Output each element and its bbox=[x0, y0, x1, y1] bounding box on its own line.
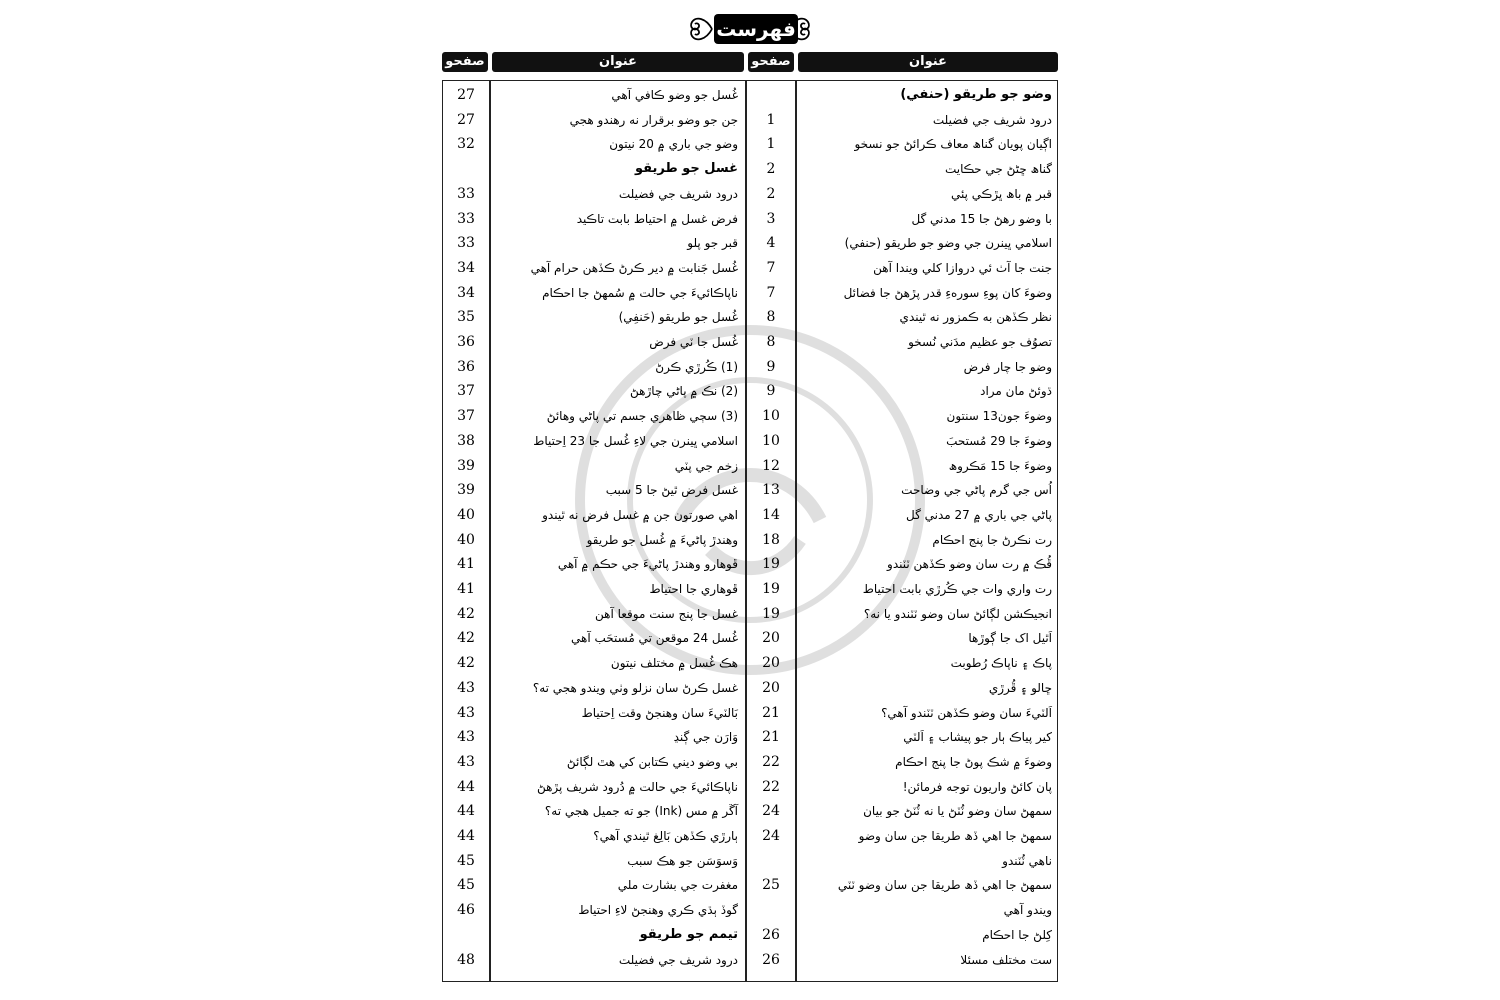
right_column-item-page: 26 bbox=[762, 926, 780, 943]
left_column-item-title: جن جو وضو برقرار نه رهندو هجي bbox=[569, 112, 738, 127]
right_column-item-title: ست مختلف مسئلا bbox=[960, 952, 1052, 967]
right_column-item-page: 12 bbox=[762, 457, 780, 474]
left_column-item-title: تيمم جو طريقو bbox=[639, 926, 738, 942]
right_column-item-page: 1 bbox=[766, 111, 776, 128]
right_column-item-title: سمهڻ سان وضو ٽُٽڻ يا نه ٽُٽڻ جو بيان bbox=[863, 804, 1052, 819]
right_column-item-title: سمهڻ جا اهي ڏھ طريقا جن سان وضو bbox=[858, 829, 1052, 843]
left_column-item-page: 46 bbox=[457, 902, 475, 919]
left_column-item-title: ڦوهاري جا احتياط bbox=[649, 582, 738, 596]
right_column-item-title: وضوءَ جا 15 مَڪروھ bbox=[948, 458, 1052, 473]
left_column-item-page: 34 bbox=[457, 259, 475, 276]
right_column-item-title: ڦُڪ ۾ رت سان وضو ڪڏهن ٽٽندو bbox=[887, 557, 1052, 572]
right_column-item-page: 1 bbox=[766, 136, 776, 153]
left_column-item-page: 41 bbox=[457, 581, 475, 597]
right_column-item-page: 21 bbox=[762, 704, 780, 721]
left_column-item-title: زخم جي پٽي bbox=[674, 458, 738, 473]
left_column-item-page: 36 bbox=[457, 334, 475, 350]
left_column-item-title: غسل جا پنج سنت موقعا آهن bbox=[595, 606, 738, 621]
left_column-item-page: 33 bbox=[457, 235, 475, 252]
left_column-item-page: 27 bbox=[457, 111, 475, 128]
left_column-item-page: 43 bbox=[457, 704, 475, 721]
left_column-item-page: 40 bbox=[457, 506, 475, 523]
left_column-item-page: 43 bbox=[457, 753, 475, 770]
right_column-item-page: 26 bbox=[762, 951, 780, 968]
left_column-item-page: 39 bbox=[457, 457, 475, 474]
right_column-item-title: با وضو رهڻ جا 15 مدني گل bbox=[911, 211, 1052, 226]
right-title-header: عنوان bbox=[798, 52, 1058, 72]
left_column-item-title: غُسل جَنابت ۾ دير ڪرڻ ڪڏهن حرام آهي bbox=[530, 260, 738, 275]
right_column-item-page: 24 bbox=[762, 803, 780, 820]
left_column-item-title: غُسل جا ٽي فرض bbox=[649, 335, 738, 349]
left_column-item-title: غسل ڪرڻ سان نزلو وٺي ويندو هجي ته؟ bbox=[532, 680, 738, 695]
left_column-item-title: غُسل جو طريقو (حَنفِي) bbox=[618, 310, 738, 325]
left-page-header: صفحو bbox=[442, 52, 488, 72]
right_column-item-page: 25 bbox=[762, 877, 780, 894]
left_column-item-title: ڦوهارو وهندڙ پاڻيءَ جي حڪم ۾ آهي bbox=[557, 557, 738, 572]
left_column-item-page: 36 bbox=[457, 358, 475, 375]
right_column-item-page: 3 bbox=[766, 210, 776, 227]
right_column-item-title: سمهڻ جا اهي ڏھ طريقا جن سان وضو ٽٽي bbox=[837, 878, 1052, 893]
right_column-item-page: 2 bbox=[766, 161, 776, 178]
right_column-item-page: 14 bbox=[762, 506, 780, 523]
right_column-item-title: وضو جو طريقو (حنفي) bbox=[900, 87, 1052, 102]
right_column-item-title: ويندو آهي bbox=[1003, 903, 1052, 918]
left_column-item-title: وَارَن جي ڳنڍ bbox=[673, 730, 738, 745]
left_column-item-title: بي وضو ديني ڪتابن کي هٿ لڳائڻ bbox=[566, 754, 738, 769]
right_column-item-title: وضوءَ جا 29 مُستحبَ bbox=[946, 433, 1052, 448]
left_column-item-title: (1) ڪُرڙي ڪرڻ bbox=[655, 359, 738, 374]
right_column-item-page: 7 bbox=[766, 259, 776, 276]
right_column-item-title: نظر ڪڏهن به ڪمزور نه ٿيندي bbox=[899, 310, 1052, 325]
right_column-item-title: کِلڻ جا احڪام bbox=[982, 927, 1052, 942]
left_column-item-page: 48 bbox=[457, 951, 475, 968]
left_column-item-title: ناپاڪائيءَ جي حالت ۾ دُرود شريف پڙهڻ bbox=[536, 779, 738, 794]
right_column-item-title: پان کائڻ واريون توجه فرمائن! bbox=[902, 779, 1052, 794]
right_column-item-title: گناھ ڇڻڻ جي حڪايت bbox=[944, 162, 1052, 177]
left_column-item-title: (2) نڪ ۾ پاڻي چاڙهڻ bbox=[630, 384, 738, 399]
right_column-item-title: کير پياڪ ٻار جو پيشاب ۽ اَلٽي bbox=[903, 730, 1052, 745]
left_column-item-page: 27 bbox=[457, 87, 475, 103]
left_column-item-page: 34 bbox=[457, 284, 475, 301]
left_column-item-title: غُسل جو وضو ڪافي آهي bbox=[611, 88, 738, 102]
right_column-item-page: 7 bbox=[766, 284, 776, 301]
right_column-item-title: رت نڪرڻ جا پنج احڪام bbox=[932, 532, 1052, 547]
right_column-item-title: پاڻي جي باري ۾ 27 مدني گل bbox=[905, 507, 1052, 522]
left_column-item-page: 42 bbox=[457, 655, 475, 672]
left_column-item-page: 33 bbox=[457, 185, 475, 202]
right_column-item-title: وضوءَ ۾ شڪ پوڻ جا پنج احڪام bbox=[895, 754, 1052, 769]
left_column-item-title: بَالٽيءَ سان وهنجڻ وقت اِحتياط bbox=[581, 705, 738, 720]
left-ornament-icon bbox=[688, 12, 714, 46]
right-page-header: صفحو bbox=[748, 52, 794, 72]
right_column-item-page bbox=[746, 84, 796, 106]
left_column-item-page: 45 bbox=[457, 852, 475, 869]
left-title-header: عنوان bbox=[492, 52, 744, 72]
left_column-item-page: 42 bbox=[457, 605, 475, 622]
right_column-item-page: 19 bbox=[762, 605, 780, 622]
left_column-item-title: درود شريف جي فضيلت bbox=[618, 186, 738, 201]
right_column-item-title: درود شريف جي فضيلت bbox=[932, 112, 1052, 127]
right_column-item-page: 20 bbox=[762, 630, 780, 647]
left_column-item-page: 37 bbox=[457, 383, 475, 400]
left_column-item-page: 32 bbox=[457, 136, 475, 153]
right_column-item-page: 9 bbox=[766, 383, 776, 400]
right_column-item-title: رت واري وات جي ڪُرڙي بابت احتياط bbox=[862, 582, 1052, 596]
left_column-item-page: 43 bbox=[457, 679, 475, 696]
right_column-item-title: ڌوئڻ مان مراد bbox=[980, 384, 1052, 399]
contents-table bbox=[440, 48, 1060, 986]
right_column-item-page: 20 bbox=[762, 679, 780, 696]
left_column-item-page: 37 bbox=[457, 408, 475, 425]
left_column-item-title: مغفرت جي بشارت ملي bbox=[617, 878, 738, 893]
right_column-item-page bbox=[746, 850, 796, 872]
left_column-item-page: 38 bbox=[457, 432, 475, 449]
left_column-item-title: گوڏ ٻڌي ڪري وهنجڻ لاءِ احتياط bbox=[578, 903, 738, 918]
right_column-item-page: 18 bbox=[762, 531, 780, 548]
right_column-item-title: قبر ۾ باھ ڀڙڪي پئي bbox=[951, 186, 1052, 201]
left_column-item-title: ناپاڪائيءَ جي حالت ۾ سُمهڻ جا احڪام bbox=[542, 285, 738, 300]
left_column-item-page: 41 bbox=[457, 556, 475, 573]
left_column-item-page: 45 bbox=[457, 877, 475, 894]
right_column-item-title: جنت جا آٺ ئي دروازا کلي ويندا آهن bbox=[873, 260, 1052, 275]
right_column-item-page: 10 bbox=[762, 432, 780, 449]
left_column-item-title: آڱر ۾ مس (Ink) جو ته جميل هجي ته؟ bbox=[544, 804, 738, 819]
left_column-item-title: وَسوَسَن جو هڪ سبب bbox=[627, 853, 738, 868]
right_column-item-title: وضو جا چار فرض bbox=[963, 359, 1052, 374]
right_column-item-page: 8 bbox=[766, 309, 776, 326]
right_column-item-title: اڳيان پويان گناھ معاف ڪرائڻ جو نسخو bbox=[854, 137, 1052, 152]
right_column-item-page: 8 bbox=[766, 334, 776, 350]
right_column-item-title: تصوُف جو عظيم مدَني نُسخو bbox=[908, 335, 1052, 349]
left_column-item-title: غسل فرض ٿيڻ جا 5 سبب bbox=[605, 483, 738, 498]
left_column-item-page: 44 bbox=[457, 778, 475, 795]
right_column-item-title: اُس جي گرم پاڻي جي وضاحت bbox=[901, 483, 1052, 498]
left_column-item-title: (3) سڄي ظاهري جسم تي پاڻي وهائڻ bbox=[546, 409, 738, 424]
right_column-item-page: 20 bbox=[762, 655, 780, 672]
left_column-item-page: 40 bbox=[457, 531, 475, 548]
left_column-item-page: 44 bbox=[457, 828, 475, 844]
left_column-item-page bbox=[442, 158, 490, 180]
left_column-item-page: 43 bbox=[457, 729, 475, 746]
right_column-item-page: 22 bbox=[762, 778, 780, 795]
right_column-item-title: ڇالو ۽ ڦُرڙي bbox=[988, 680, 1052, 695]
left_column-item-title: قبر جو پلو bbox=[687, 236, 738, 251]
left_column-item-page: 42 bbox=[457, 630, 475, 647]
right_column-item-title: پاڪ ۽ ناپاڪ رُطوبت bbox=[950, 656, 1052, 671]
left_column-item-title: اهي صورتون جن ۾ غسل فرض نه ٿيندو bbox=[542, 507, 738, 522]
left_column-item-title: ٻارڙي ڪڏهن بَالِغ ٿيندي آهي؟ bbox=[593, 829, 738, 843]
right_column-item-title: وضوءَ جون13 سنتون bbox=[946, 409, 1052, 424]
right_column-item-page: 21 bbox=[762, 729, 780, 746]
right_column-item-page: 19 bbox=[762, 581, 780, 597]
right_column-item-page: 9 bbox=[766, 358, 776, 375]
right_column-item-title: وضوءَ کان پوءِ سورهءِ قدر پڙهڻ جا فضائل bbox=[843, 285, 1052, 300]
left_column-item-title: هڪ غُسل ۾ مختلف نيتون bbox=[610, 656, 738, 671]
right_column-item-page: 4 bbox=[766, 235, 776, 252]
left_column-item-title: وضو جي باري ۾ 20 نيتون bbox=[609, 137, 738, 152]
right_column-item-page: 10 bbox=[762, 408, 780, 425]
left_column-item-title: فرض غسل ۾ احتياط بابت تاڪيد bbox=[576, 211, 738, 226]
left_column-item-title: درود شريف جي فضيلت bbox=[618, 952, 738, 967]
left_column-item-page: 33 bbox=[457, 210, 475, 227]
left_column-item-page: 35 bbox=[457, 309, 475, 326]
right_column-item-title: اسلامي ڀينرن جي وضو جو طريقو (حنفي) bbox=[844, 236, 1052, 251]
left_column-item-title: وهندڙ پاڻيءَ ۾ غُسل جو طريقو bbox=[586, 532, 738, 547]
right_column-item-page bbox=[746, 899, 796, 921]
left_column-item-title: اسلامي ڀينرن جي لاءِ غُسل جا 23 اِحتياط bbox=[533, 433, 738, 448]
right_column-item-title: انجيڪشن لڳائڻ سان وضو ٽٽندو يا نه؟ bbox=[863, 606, 1052, 621]
left_column-item-page: 44 bbox=[457, 803, 475, 820]
right_column-item-title: اَلٽيءَ سان وضو ڪڏهن ٽٽندو آهي؟ bbox=[881, 705, 1052, 720]
right_column-item-page: 22 bbox=[762, 753, 780, 770]
right_column-item-page: 19 bbox=[762, 556, 780, 573]
right_column-item-page: 2 bbox=[766, 185, 776, 202]
left_column-item-page: 39 bbox=[457, 482, 475, 499]
right_column-item-title: ناهي ٽُٽندو bbox=[1002, 853, 1052, 868]
left_column-item-title: غُسل 24 موقعن تي مُستحَب آهي bbox=[570, 631, 738, 646]
left_column-item-title: غسل جو طريقو bbox=[634, 161, 738, 177]
right_column-item-page: 24 bbox=[762, 828, 780, 844]
left_column-item-page bbox=[442, 924, 490, 946]
page-title: فهرست bbox=[714, 14, 798, 44]
right_column-item-page: 13 bbox=[762, 482, 780, 499]
right_column-item-title: اَٿيل اک جا ڳوڙها bbox=[968, 631, 1052, 646]
